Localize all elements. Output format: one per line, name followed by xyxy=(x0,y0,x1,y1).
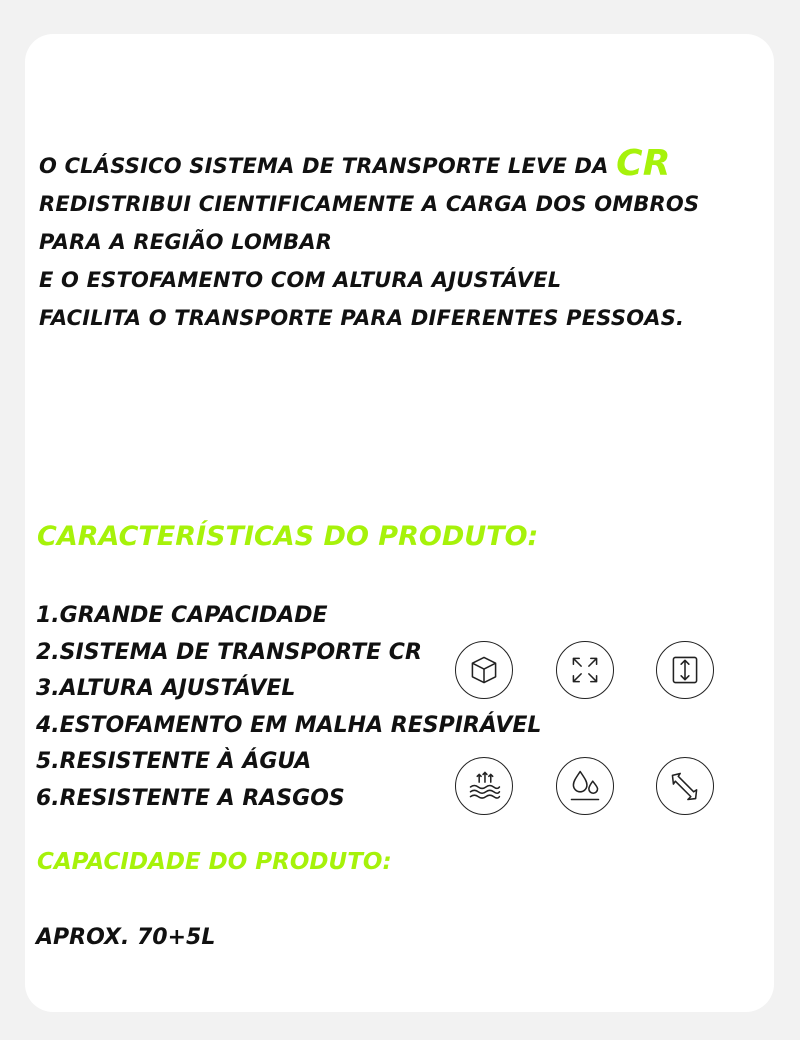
feature-item: 5.RESISTENTE À ÁGUA xyxy=(36,749,312,774)
feature-item: 1.GRANDE CAPACIDADE xyxy=(36,603,328,628)
intro-line-2: REDISTRIBUI CIENTIFICAMENTE A CARGA DOS OMBROS xyxy=(39,192,700,216)
feature-item: 3.ALTURA AJUSTÁVEL xyxy=(36,676,296,701)
features-title: CARACTERÍSTICAS DO PRODUTO: xyxy=(37,521,539,552)
intro-line-4: E O ESTOFAMENTO COM ALTURA AJUSTÁVEL xyxy=(39,268,562,292)
feature-item: 6.RESISTENTE A RASGOS xyxy=(36,785,345,811)
feature-item: 4.ESTOFAMENTO EM MALHA RESPIRÁVEL xyxy=(36,712,542,738)
intro-paragraph xyxy=(39,145,774,337)
expand-arrows-icon xyxy=(556,641,614,699)
intro-line-5: FACILITA O TRANSPORTE PARA DIFERENTES PESSOAS. xyxy=(39,306,685,330)
capacity-value: APROX. 70+5L xyxy=(36,925,216,950)
diagonal-arrows-icon xyxy=(656,757,714,815)
water-drops-icon xyxy=(556,757,614,815)
capacity-title: CAPACIDADE DO PRODUTO: xyxy=(37,849,392,875)
vertical-resize-icon xyxy=(656,641,714,699)
breathable-waves-icon xyxy=(455,757,513,815)
intro-line-1-text: O CLÁSSICO SISTEMA DE TRANSPORTE LEVE DA xyxy=(39,154,617,178)
brand-mark: CR xyxy=(616,143,671,184)
intro-line-1 xyxy=(39,145,774,185)
cube-icon xyxy=(455,641,513,699)
intro-line-3: PARA A REGIÃO LOMBAR xyxy=(39,230,333,254)
feature-item: 2.SISTEMA DE TRANSPORTE CR xyxy=(36,639,422,665)
